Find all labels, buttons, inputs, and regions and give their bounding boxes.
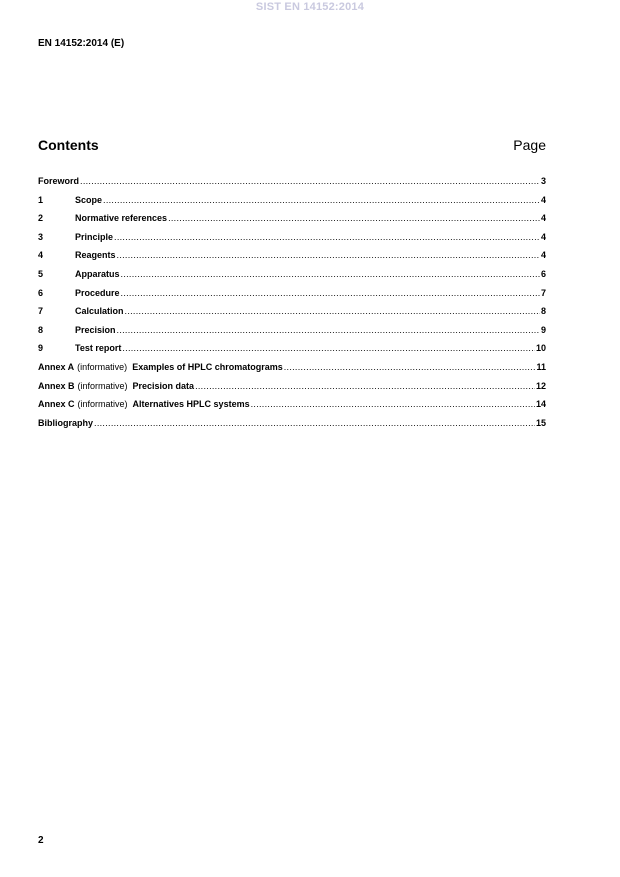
toc-annex-type: (informative) xyxy=(77,361,128,372)
toc-entry-page: 11 xyxy=(536,361,546,372)
toc-entry-page: 10 xyxy=(535,343,546,354)
toc-entry-test-report[interactable] xyxy=(38,342,546,361)
toc-entry-label: Apparatus xyxy=(75,268,120,279)
toc-entry-foreword[interactable] xyxy=(38,175,546,194)
toc-entry-bibliography[interactable] xyxy=(38,417,546,436)
toc-heading xyxy=(38,136,546,154)
toc-entry-page: 7 xyxy=(540,287,546,298)
toc-annex-id: Annex A xyxy=(38,361,75,372)
toc-entry-principle[interactable] xyxy=(38,231,546,250)
toc-entry-number: 8 xyxy=(38,324,44,335)
toc-leader xyxy=(103,194,540,206)
toc-entry-annex-c[interactable] xyxy=(38,398,546,417)
toc-leader xyxy=(168,212,540,224)
toc-entry-reagents[interactable] xyxy=(38,249,546,268)
toc-entry-label: Principle xyxy=(75,231,114,242)
toc-entry-page: 8 xyxy=(540,306,546,317)
table-of-contents xyxy=(38,175,546,435)
toc-entry-annex-a[interactable] xyxy=(38,361,546,380)
toc-leader xyxy=(122,342,535,354)
toc-annex-id: Annex B xyxy=(38,380,75,391)
toc-leader xyxy=(125,305,540,317)
toc-entry-page: 4 xyxy=(540,213,546,224)
toc-leader xyxy=(195,380,535,392)
toc-entry-number: 4 xyxy=(38,250,44,261)
toc-entry-label: Examples of HPLC chromatograms xyxy=(132,361,283,372)
toc-entry-page: 14 xyxy=(535,399,546,410)
toc-annex-id: Annex C xyxy=(38,399,75,410)
toc-leader xyxy=(117,324,540,336)
toc-leader xyxy=(117,249,540,261)
toc-entry-page: 3 xyxy=(540,176,546,186)
toc-entry-normative-references[interactable] xyxy=(38,212,546,231)
toc-entry-annex-b[interactable] xyxy=(38,380,546,399)
toc-entry-label: Alternatives HPLC systems xyxy=(132,399,250,410)
toc-leader xyxy=(94,417,535,429)
toc-entry-page: 4 xyxy=(540,250,546,261)
toc-entry-label: Precision xyxy=(75,324,116,335)
toc-entry-label: Procedure xyxy=(75,287,120,298)
toc-entry-page: 6 xyxy=(540,268,546,279)
toc-entry-number: 5 xyxy=(38,268,44,279)
toc-entry-page: 15 xyxy=(535,417,546,428)
toc-entry-label: Normative references xyxy=(75,213,168,224)
toc-entry-page: 9 xyxy=(540,324,546,335)
toc-entry-page: 12 xyxy=(535,380,546,391)
toc-leader xyxy=(121,287,540,299)
toc-leader xyxy=(114,231,540,243)
page-number: 2 xyxy=(38,835,44,846)
toc-entry-label: Test report xyxy=(75,343,122,354)
toc-entry-scope[interactable] xyxy=(38,194,546,213)
toc-entry-page: 4 xyxy=(540,194,546,205)
toc-entry-number: 7 xyxy=(38,306,44,317)
toc-entry-page: 4 xyxy=(540,231,546,242)
toc-entry-number: 1 xyxy=(38,194,44,205)
toc-entry-number: 9 xyxy=(38,343,44,354)
toc-entry-apparatus[interactable] xyxy=(38,268,546,287)
watermark: SIST EN 14152:2014 xyxy=(255,1,365,13)
toc-entry-precision[interactable] xyxy=(38,324,546,343)
toc-entry-number: 2 xyxy=(38,213,44,224)
toc-entry-label: Scope xyxy=(75,194,103,205)
toc-entry-label: Reagents xyxy=(75,250,116,261)
toc-entry-label: Calculation xyxy=(75,306,124,317)
document-id: EN 14152:2014 (E) xyxy=(38,38,125,49)
toc-annex-type: (informative) xyxy=(77,380,128,391)
toc-leader xyxy=(80,175,540,187)
toc-entry-label: Foreword xyxy=(38,176,80,186)
toc-page-label: Page xyxy=(513,137,546,153)
toc-entry-number: 3 xyxy=(38,231,44,242)
toc-annex-type: (informative) xyxy=(77,399,128,410)
toc-entry-label: Bibliography xyxy=(38,417,94,428)
toc-entry-label: Precision data xyxy=(132,380,195,391)
toc-leader xyxy=(284,361,536,373)
toc-entry-procedure[interactable] xyxy=(38,287,546,306)
toc-leader xyxy=(251,398,535,410)
toc-entry-number: 6 xyxy=(38,287,44,298)
toc-title: Contents xyxy=(38,137,99,153)
toc-entry-calculation[interactable] xyxy=(38,305,546,324)
toc-leader xyxy=(121,268,540,280)
